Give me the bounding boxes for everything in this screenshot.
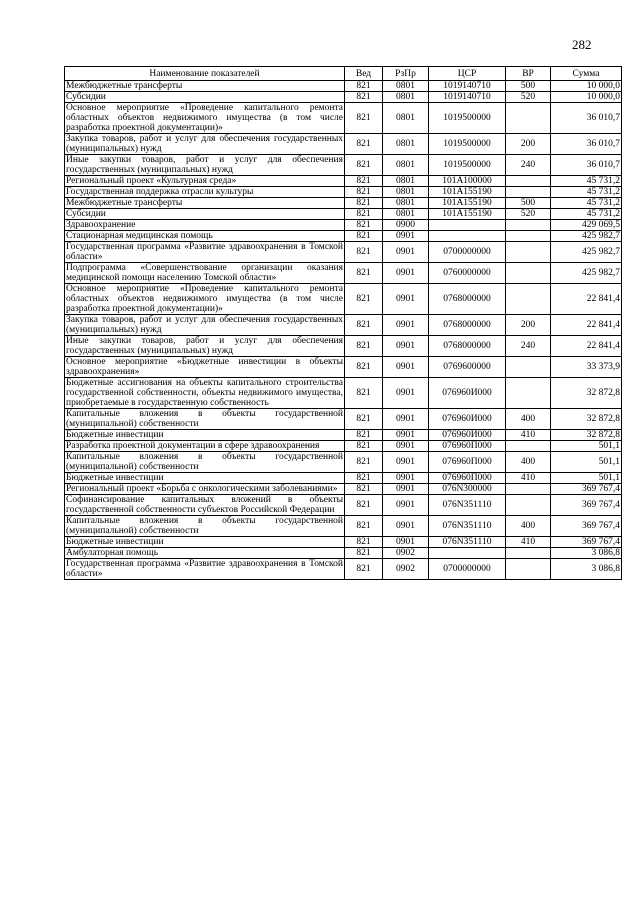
cell-sum: 369 767,4 [551,484,622,495]
cell-vr [506,559,551,580]
cell-rzpr: 0901 [383,430,429,441]
table-row [65,441,622,452]
table-row [65,548,622,559]
cell-name: Основное мероприятие «Бюджетные инвестиции в объекты здравоохранения» [66,357,343,377]
cell-vr: 200 [506,134,551,155]
cell-name: Государственная программа «Развитие здравоохранения в Томской области» [66,242,343,262]
cell-name: Бюджетные инвестиции [65,430,345,441]
cell-vr: 400 [506,452,551,473]
cell-sum: 10 000,0 [551,81,622,92]
cell-csr: 076960П000 [429,452,506,473]
cell-rzpr: 0901 [383,495,429,516]
cell-csr [429,220,506,231]
cell-rzpr: 0901 [383,284,429,315]
cell-ved: 821 [345,81,383,92]
cell-sum: 425 982,7 [551,231,622,242]
cell-vr [506,263,551,284]
cell-rzpr: 0900 [383,220,429,231]
cell-csr: 101A155190 [429,209,506,220]
table-row [65,516,622,537]
cell-ved: 821 [345,315,383,336]
cell-ved: 821 [345,231,383,242]
cell-csr: 101A100000 [429,176,506,187]
cell-sum: 22 841,4 [551,336,622,357]
header-csr: ЦСР [429,67,506,81]
table-row [65,559,622,580]
cell-sum: 36 010,7 [551,155,622,176]
cell-ved: 821 [345,187,383,198]
cell-ved: 821 [345,484,383,495]
cell-csr: 076N300000 [429,484,506,495]
cell-name: Государственная программа «Развитие здравоохранения в Томской области» [66,559,343,579]
table-row [65,220,622,231]
table-row [65,452,622,473]
cell-name: Бюджетные ассигнования на объекты капитального строительства государственной собственности, объекты недвижимого имущества, приобретаемые в государственную собственность [66,378,343,408]
cell-vr: 240 [506,336,551,357]
cell-vr [506,495,551,516]
cell-vr [506,441,551,452]
table-row [65,378,622,409]
cell-csr: 0700000000 [429,559,506,580]
cell-csr: 1019500000 [429,155,506,176]
cell-vr: 520 [506,92,551,103]
table-row [65,92,622,103]
cell-ved: 821 [345,441,383,452]
cell-csr: 076960И000 [429,430,506,441]
cell-csr: 076N351110 [429,516,506,537]
table-row [65,263,622,284]
cell-name: Региональный проект «Борьба с онкологическими заболеваниями» [65,484,345,495]
cell-rzpr: 0801 [383,155,429,176]
cell-ved: 821 [345,263,383,284]
cell-rzpr: 0901 [383,378,429,409]
cell-vr [506,357,551,378]
table-row [65,409,622,430]
cell-sum: 45 731,2 [551,209,622,220]
cell-ved: 821 [345,155,383,176]
cell-name: Разработка проектной документации в сфере здравоохранения [65,441,345,452]
cell-sum: 369 767,4 [551,516,622,537]
table-row [65,495,622,516]
cell-rzpr: 0801 [383,198,429,209]
cell-vr [506,220,551,231]
table-row [65,336,622,357]
cell-ved: 821 [345,242,383,263]
cell-sum: 32 872,8 [551,430,622,441]
cell-csr: 076960И000 [429,378,506,409]
cell-csr: 076960П000 [429,473,506,484]
cell-ved: 821 [345,176,383,187]
cell-csr: 101A155190 [429,198,506,209]
cell-name: Бюджетные инвестиции [65,473,345,484]
cell-rzpr: 0801 [383,209,429,220]
table-row [65,430,622,441]
table-row [65,484,622,495]
table-row [65,103,622,134]
cell-rzpr: 0801 [383,176,429,187]
header-rzpr: РзПр [383,67,429,81]
cell-ved: 821 [345,548,383,559]
table-row [65,209,622,220]
cell-name: Государственная поддержка отрасли культуры [65,187,345,198]
cell-sum: 369 767,4 [551,495,622,516]
cell-sum: 425 982,7 [551,242,622,263]
cell-csr: 0700000000 [429,242,506,263]
cell-vr [506,176,551,187]
table-row [65,187,622,198]
cell-ved: 821 [345,430,383,441]
cell-sum: 501,1 [551,452,622,473]
cell-sum: 45 731,2 [551,187,622,198]
cell-rzpr: 0902 [383,559,429,580]
table-row [65,242,622,263]
cell-name: Капитальные вложения в объекты государственной (муниципальной) собственности [66,409,343,429]
cell-ved: 821 [345,220,383,231]
header-sum: Сумма [551,67,622,81]
cell-name: Основное мероприятие «Проведение капитального ремонта областных объектов недвижимого имущества (в том числе разработка проектной документации)» [66,103,343,133]
table-row [65,473,622,484]
cell-name: Субсидии [65,209,345,220]
cell-sum: 45 731,2 [551,176,622,187]
table-header-row [65,67,622,81]
cell-sum: 425 982,7 [551,263,622,284]
cell-ved: 821 [345,198,383,209]
cell-sum: 36 010,7 [551,134,622,155]
cell-name: Региональный проект «Культурная среда» [65,176,345,187]
cell-sum: 22 841,4 [551,284,622,315]
cell-vr: 520 [506,209,551,220]
cell-csr: 1019140710 [429,92,506,103]
table-row [65,155,622,176]
cell-rzpr: 0901 [383,231,429,242]
cell-rzpr: 0901 [383,452,429,473]
cell-ved: 821 [345,336,383,357]
cell-rzpr: 0901 [383,315,429,336]
cell-vr [506,284,551,315]
cell-rzpr: 0901 [383,409,429,430]
cell-name: Капитальные вложения в объекты государственной (муниципальной) собственности [66,516,343,536]
cell-sum: 45 731,2 [551,198,622,209]
cell-vr: 400 [506,516,551,537]
cell-ved: 821 [345,378,383,409]
cell-rzpr: 0901 [383,473,429,484]
table-row [65,315,622,336]
cell-name: Субсидии [65,92,345,103]
cell-rzpr: 0901 [383,263,429,284]
cell-ved: 821 [345,473,383,484]
cell-rzpr: 0901 [383,357,429,378]
cell-rzpr: 0801 [383,187,429,198]
cell-name: Бюджетные инвестиции [65,537,345,548]
cell-rzpr: 0901 [383,336,429,357]
cell-vr: 410 [506,430,551,441]
cell-name: Основное мероприятие «Проведение капитального ремонта областных объектов недвижимого имущества (в том числе разработка проектной документации)» [66,284,343,314]
cell-vr [506,187,551,198]
header-vr: ВР [506,67,551,81]
cell-rzpr: 0902 [383,548,429,559]
cell-vr [506,103,551,134]
cell-rzpr: 0901 [383,484,429,495]
cell-name: Иные закупки товаров, работ и услуг для обеспечения государственных (муниципальных) нужд [66,336,343,356]
cell-rzpr: 0801 [383,134,429,155]
cell-vr [506,378,551,409]
cell-csr: 1019500000 [429,103,506,134]
cell-ved: 821 [345,559,383,580]
cell-ved: 821 [345,516,383,537]
cell-rzpr: 0901 [383,441,429,452]
cell-name: Межбюджетные трансферты [65,81,345,92]
cell-vr: 500 [506,81,551,92]
cell-vr [506,242,551,263]
cell-name: Софинансирование капитальных вложений в объекты государственной собственности субъектов Российской Федерации [66,495,343,515]
table-row [65,176,622,187]
cell-sum: 429 069,5 [551,220,622,231]
cell-ved: 821 [345,495,383,516]
cell-sum: 10 000,0 [551,92,622,103]
header-ved: Вед [345,67,383,81]
cell-sum: 32 872,8 [551,378,622,409]
cell-ved: 821 [345,209,383,220]
cell-csr [429,231,506,242]
cell-csr: 076960П000 [429,441,506,452]
cell-sum: 3 086,8 [551,559,622,580]
cell-sum: 501,1 [551,441,622,452]
cell-csr: 076N351110 [429,495,506,516]
cell-csr: 0768000000 [429,315,506,336]
cell-name: Закупка товаров, работ и услуг для обеспечения государственных (муниципальных) нужд [66,315,343,335]
cell-vr [506,231,551,242]
cell-vr [506,484,551,495]
cell-name: Стационарная медицинская помощь [65,231,345,242]
cell-ved: 821 [345,409,383,430]
cell-ved: 821 [345,92,383,103]
cell-csr: 0769600000 [429,357,506,378]
cell-name: Здравоохранение [65,220,345,231]
cell-sum: 33 373,9 [551,357,622,378]
cell-ved: 821 [345,134,383,155]
table-row [65,357,622,378]
table-row [65,198,622,209]
cell-rzpr: 0801 [383,92,429,103]
cell-csr: 1019500000 [429,134,506,155]
budget-table [64,66,622,580]
cell-sum: 501,1 [551,473,622,484]
cell-name: Амбулаторная помощь [65,548,345,559]
cell-name: Иные закупки товаров, работ и услуг для обеспечения государственных (муниципальных) нужд [66,155,343,175]
cell-ved: 821 [345,537,383,548]
cell-ved: 821 [345,452,383,473]
cell-csr: 076N351110 [429,537,506,548]
cell-name: Закупка товаров, работ и услуг для обеспечения государственных (муниципальных) нужд [66,134,343,154]
table-row [65,537,622,548]
table-body [65,81,622,580]
cell-csr: 0768000000 [429,336,506,357]
cell-vr [506,548,551,559]
cell-rzpr: 0901 [383,242,429,263]
table-row [65,134,622,155]
cell-ved: 821 [345,284,383,315]
cell-sum: 36 010,7 [551,103,622,134]
cell-rzpr: 0901 [383,537,429,548]
page-number: 282 [572,37,592,52]
cell-vr: 200 [506,315,551,336]
cell-vr: 410 [506,473,551,484]
cell-rzpr: 0901 [383,516,429,537]
table-row [65,284,622,315]
cell-csr: 101A155190 [429,187,506,198]
table-row [65,231,622,242]
cell-name: Межбюджетные трансферты [65,198,345,209]
cell-vr: 500 [506,198,551,209]
cell-ved: 821 [345,103,383,134]
header-name: Наименование показателей [65,67,345,81]
cell-vr: 410 [506,537,551,548]
table-row [65,81,622,92]
cell-csr: 076960И000 [429,409,506,430]
cell-sum: 22 841,4 [551,315,622,336]
cell-name: Капитальные вложения в объекты государственной (муниципальной) собственности [66,452,343,472]
cell-rzpr: 0801 [383,103,429,134]
cell-name: Подпрограмма «Совершенствование организации оказания медицинской помощи населению Томской области» [66,263,343,283]
cell-csr: 0768000000 [429,284,506,315]
cell-ved: 821 [345,357,383,378]
cell-sum: 32 872,8 [551,409,622,430]
cell-sum: 3 086,8 [551,548,622,559]
cell-rzpr: 0801 [383,81,429,92]
cell-vr: 240 [506,155,551,176]
cell-vr: 400 [506,409,551,430]
cell-csr [429,548,506,559]
cell-csr: 0760000000 [429,263,506,284]
cell-sum: 369 767,4 [551,537,622,548]
cell-csr: 1019140710 [429,81,506,92]
